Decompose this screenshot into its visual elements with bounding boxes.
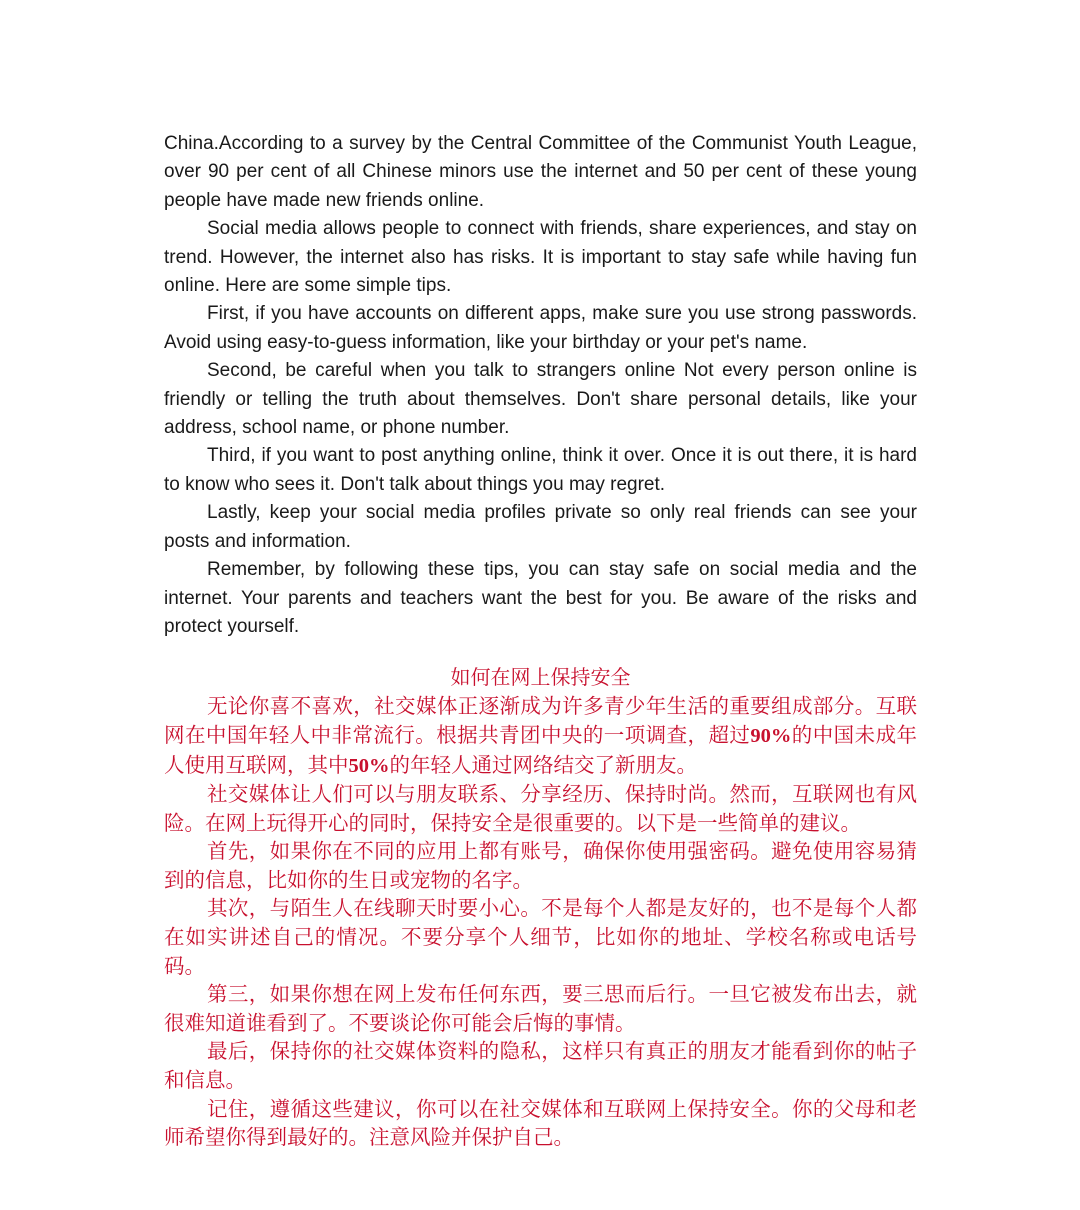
chinese-paragraph: 首先，如果你在不同的应用上都有账号，确保你使用强密码。避免使用容易猜到的信息，比如你的生日或宠物的名字。 [164, 839, 917, 892]
percent-highlight: 90% [750, 724, 792, 747]
chinese-paragraph: 其次，与陌生人在线聊天时要小心。不是每个人都是友好的，也不是每个人都在如实讲述自己的情况。不要分享个人细节，比如你的地址、学校名称或电话号码。 [164, 896, 917, 978]
english-paragraph: Second, be careful when you talk to strangers online Not every person online is friendly or telling the truth about themselves. Don't share personal details, like your address, school name, or phone number. [164, 360, 917, 439]
chinese-paragraph: 第三，如果你想在网上发布任何东西，要三思而后行。一旦它被发布出去，就很难知道谁看到了。不要谈论你可能会后悔的事情。 [164, 982, 917, 1035]
chinese-paragraph [164, 692, 917, 780]
document-page [164, 130, 917, 1152]
chinese-text: 的年轻人通过网络结交了新朋友。 [389, 752, 697, 777]
chinese-paragraph: 记住，遵循这些建议，你可以在社交媒体和互联网上保持安全。你的父母和老师希望你得到最好的。注意风险并保护自己。 [164, 1096, 917, 1150]
percent-highlight: 50% [348, 754, 390, 777]
english-paragraph: Social media allows people to connect with friends, share experiences, and stay on trend. However, the internet also has risks. It is important to stay safe while having fun online. Here are some simple tips. [164, 218, 917, 297]
english-paragraph: First, if you have accounts on different apps, make sure you use strong passwords. Avoid using easy-to-guess information, like your birthday or your pet's name. [164, 303, 917, 353]
english-section [164, 130, 917, 641]
chinese-paragraph: 社交媒体让人们可以与朋友联系、分享经历、保持时尚。然而，互联网也有风险。在网上玩得开心的同时，保持安全是很重要的。以下是一些简单的建议。 [164, 782, 917, 835]
chinese-paragraph: 最后，保持你的社交媒体资料的隐私，这样只有真正的朋友才能看到你的帖子和信息。 [164, 1039, 917, 1093]
english-paragraph: China.According to a survey by the Central Committee of the Communist Youth League, over 90 per cent of all Chinese minors use the internet and 50 per cent of these young people have made new friends online. [164, 133, 917, 211]
english-paragraph: Remember, by following these tips, you can stay safe on social media and the internet. Your parents and teachers want the best for you. Be aware of the risks and protect yourself. [164, 559, 917, 637]
chinese-title: 如何在网上保持安全 [450, 665, 631, 690]
chinese-section [164, 663, 917, 1152]
chinese-text: 的中国未成年人使用互联网，其中 [164, 722, 918, 777]
english-paragraph: Third, if you want to post anything online, think it over. Once it is out there, it is hard to know who sees it. Don't talk about things you may regret. [164, 445, 917, 495]
chinese-text: 无论你喜不喜欢，社交媒体正逐渐成为许多青少年生活的重要组成部分。互联网在中国年轻人中非常流行。根据共青团中央的一项调查，超过 [164, 694, 917, 747]
english-paragraph: Lastly, keep your social media profiles private so only real friends can see your posts and information. [164, 502, 917, 552]
